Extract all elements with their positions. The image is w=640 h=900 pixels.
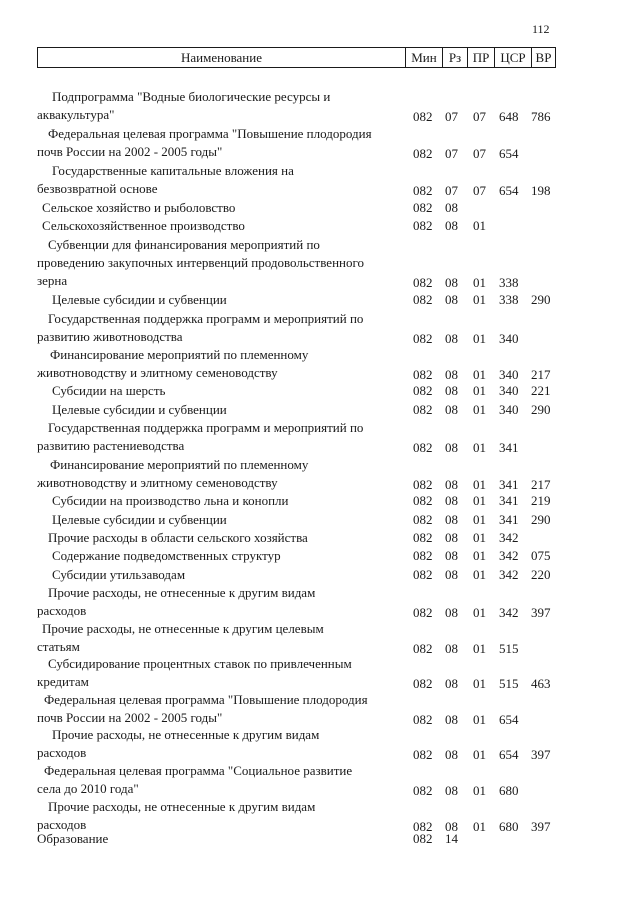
row-name-line: Прочие расходы, не отнесенные к другим видам [48,799,316,814]
row-name-line: села до 2010 года" [37,781,139,796]
cell-rz: 08 [445,641,458,656]
row-name-line: животноводству и элитному семеноводству [37,365,278,380]
cell-vr: 397 [531,605,551,620]
cell-csr: 340 [499,331,519,346]
cell-min: 082 [413,567,433,582]
cell-rz: 08 [445,200,458,215]
cell-vr: 290 [531,512,551,527]
header-pr: ПР [467,48,494,67]
header-name: Наименование [181,49,262,65]
cell-csr: 341 [499,512,519,527]
cell-min: 082 [413,383,433,398]
cell-pr: 01 [473,218,486,233]
row-name-line: расходов [37,603,87,618]
cell-rz: 07 [445,146,458,161]
cell-min: 082 [413,819,433,834]
cell-min: 082 [413,275,433,290]
cell-min: 082 [413,183,433,198]
row-name-line: Целевые субсидии и субвенции [52,292,227,307]
row-name-line: Субвенции для финансирования мероприятий по [48,237,320,252]
cell-vr: 075 [531,548,551,563]
header-vr: ВР [531,48,555,67]
cell-pr: 01 [473,275,486,290]
cell-pr: 01 [473,712,486,727]
row-name-line: Подпрограмма "Водные биологические ресурсы и [52,89,331,104]
cell-min: 082 [413,477,433,492]
cell-csr: 341 [499,477,519,492]
row-name-line: Прочие расходы, не отнесенные к другим целевым [42,621,324,636]
cell-min: 082 [413,676,433,691]
cell-csr: 342 [499,548,519,563]
cell-min: 082 [413,783,433,798]
cell-min: 082 [413,831,433,846]
cell-rz: 08 [445,747,458,762]
row-name-line: Прочие расходы в области сельского хозяйства [48,530,308,545]
cell-min: 082 [413,331,433,346]
cell-rz: 08 [445,292,458,307]
row-name-line: безвозвратной основе [37,181,158,196]
cell-csr: 342 [499,605,519,620]
cell-min: 082 [413,712,433,727]
cell-csr: 341 [499,440,519,455]
row-name-line: Субсидии на шерсть [52,383,166,398]
cell-min: 082 [413,440,433,455]
cell-rz: 08 [445,567,458,582]
cell-min: 082 [413,200,433,215]
row-name-line: аквакультура" [37,107,115,122]
row-name-line: Федеральная целевая программа "Повышение плодородия [48,126,372,141]
cell-rz: 07 [445,109,458,124]
cell-csr: 648 [499,109,519,124]
cell-vr: 397 [531,819,551,834]
row-name-line: Финансирование мероприятий по племенному [50,347,309,362]
cell-pr: 01 [473,331,486,346]
cell-vr: 221 [531,383,551,398]
row-name-line: Субсидии утильзаводам [52,567,186,582]
header-rz: Рз [442,48,467,67]
row-name-line: Государственная поддержка программ и мероприятий по [48,311,364,326]
row-name-line: почв России на 2002 - 2005 годы" [37,144,223,159]
cell-pr: 07 [473,109,486,124]
cell-rz: 08 [445,367,458,382]
cell-pr: 01 [473,548,486,563]
cell-pr: 01 [473,493,486,508]
cell-pr: 01 [473,641,486,656]
row-name-line: расходов [37,745,87,760]
cell-min: 082 [413,512,433,527]
cell-rz: 08 [445,819,458,834]
cell-pr: 01 [473,383,486,398]
cell-rz: 08 [445,493,458,508]
cell-vr: 217 [531,367,551,382]
cell-csr: 341 [499,493,519,508]
cell-rz: 08 [445,402,458,417]
cell-min: 082 [413,641,433,656]
page-number: 112 [532,22,550,36]
cell-vr: 219 [531,493,551,508]
cell-min: 082 [413,493,433,508]
cell-min: 082 [413,747,433,762]
row-name-line: развитию растениеводства [37,438,185,453]
row-name-line: животноводству и элитному семеноводству [37,475,278,490]
cell-rz: 08 [445,530,458,545]
cell-csr: 342 [499,530,519,545]
row-name-line: Образование [37,831,109,846]
cell-rz: 08 [445,712,458,727]
cell-csr: 515 [499,641,519,656]
cell-rz: 08 [445,218,458,233]
row-name-line: Субсидии на производство льна и конопли [52,493,289,508]
cell-csr: 654 [499,712,519,727]
cell-min: 082 [413,402,433,417]
cell-pr: 01 [473,477,486,492]
cell-pr: 01 [473,567,486,582]
cell-csr: 654 [499,146,519,161]
cell-pr: 07 [473,183,486,198]
cell-csr: 680 [499,783,519,798]
cell-min: 082 [413,109,433,124]
cell-rz: 08 [445,783,458,798]
cell-csr: 340 [499,383,519,398]
row-name-line: статьям [37,639,80,654]
cell-rz: 08 [445,605,458,620]
cell-csr: 654 [499,183,519,198]
cell-rz: 08 [445,275,458,290]
cell-min: 082 [413,367,433,382]
cell-pr: 01 [473,530,486,545]
cell-csr: 654 [499,747,519,762]
row-name-line: развитию животноводства [37,329,183,344]
cell-pr: 01 [473,819,486,834]
cell-rz: 08 [445,440,458,455]
row-name-line: Содержание подведомственных структур [52,548,281,563]
header-min: Мин [405,48,442,67]
row-name-line: расходов [37,817,87,832]
cell-vr: 463 [531,676,551,691]
cell-pr: 01 [473,402,486,417]
cell-rz: 08 [445,548,458,563]
row-name-line: Государственные капитальные вложения на [52,163,294,178]
cell-vr: 198 [531,183,551,198]
cell-pr: 01 [473,747,486,762]
cell-vr: 397 [531,747,551,762]
cell-vr: 786 [531,109,551,124]
cell-rz: 14 [445,831,458,846]
cell-min: 082 [413,146,433,161]
row-name-line: Целевые субсидии и субвенции [52,512,227,527]
cell-pr: 01 [473,292,486,307]
cell-rz: 08 [445,383,458,398]
row-name-line: Федеральная целевая программа "Социальное развитие [44,763,353,778]
cell-min: 082 [413,530,433,545]
cell-min: 082 [413,548,433,563]
row-name-line: Прочие расходы, не отнесенные к другим видам [52,727,320,742]
cell-pr: 01 [473,605,486,620]
cell-pr: 07 [473,146,486,161]
cell-csr: 515 [499,676,519,691]
cell-min: 082 [413,292,433,307]
row-name-line: Федеральная целевая программа "Повышение плодородия [44,692,368,707]
cell-csr: 340 [499,402,519,417]
row-name-line: зерна [37,273,68,288]
cell-pr: 01 [473,512,486,527]
row-name-line: проведению закупочных интервенций продовольственного [37,255,364,270]
row-name-line: почв России на 2002 - 2005 годы" [37,710,223,725]
row-name-line: Субсидирование процентных ставок по привлеченным [48,656,352,671]
cell-vr: 290 [531,292,551,307]
cell-rz: 08 [445,331,458,346]
row-name-line: кредитам [37,674,89,689]
cell-min: 082 [413,218,433,233]
cell-rz: 08 [445,512,458,527]
row-name-line: Сельскохозяйственное производство [42,218,245,233]
row-name-line: Финансирование мероприятий по племенному [50,457,309,472]
cell-pr: 01 [473,367,486,382]
cell-rz: 07 [445,183,458,198]
cell-min: 082 [413,605,433,620]
cell-csr: 342 [499,567,519,582]
cell-vr: 220 [531,567,551,582]
cell-rz: 08 [445,676,458,691]
cell-pr: 01 [473,783,486,798]
cell-pr: 01 [473,440,486,455]
cell-vr: 290 [531,402,551,417]
cell-csr: 338 [499,292,519,307]
cell-vr: 217 [531,477,551,492]
cell-pr: 01 [473,676,486,691]
cell-rz: 08 [445,477,458,492]
cell-csr: 680 [499,819,519,834]
header-csr: ЦСР [494,48,531,67]
row-name-line: Государственная поддержка программ и мероприятий по [48,420,364,435]
row-name-line: Сельское хозяйство и рыболовство [42,200,236,215]
row-name-line: Целевые субсидии и субвенции [52,402,227,417]
row-name-line: Прочие расходы, не отнесенные к другим видам [48,585,316,600]
cell-csr: 340 [499,367,519,382]
cell-csr: 338 [499,275,519,290]
